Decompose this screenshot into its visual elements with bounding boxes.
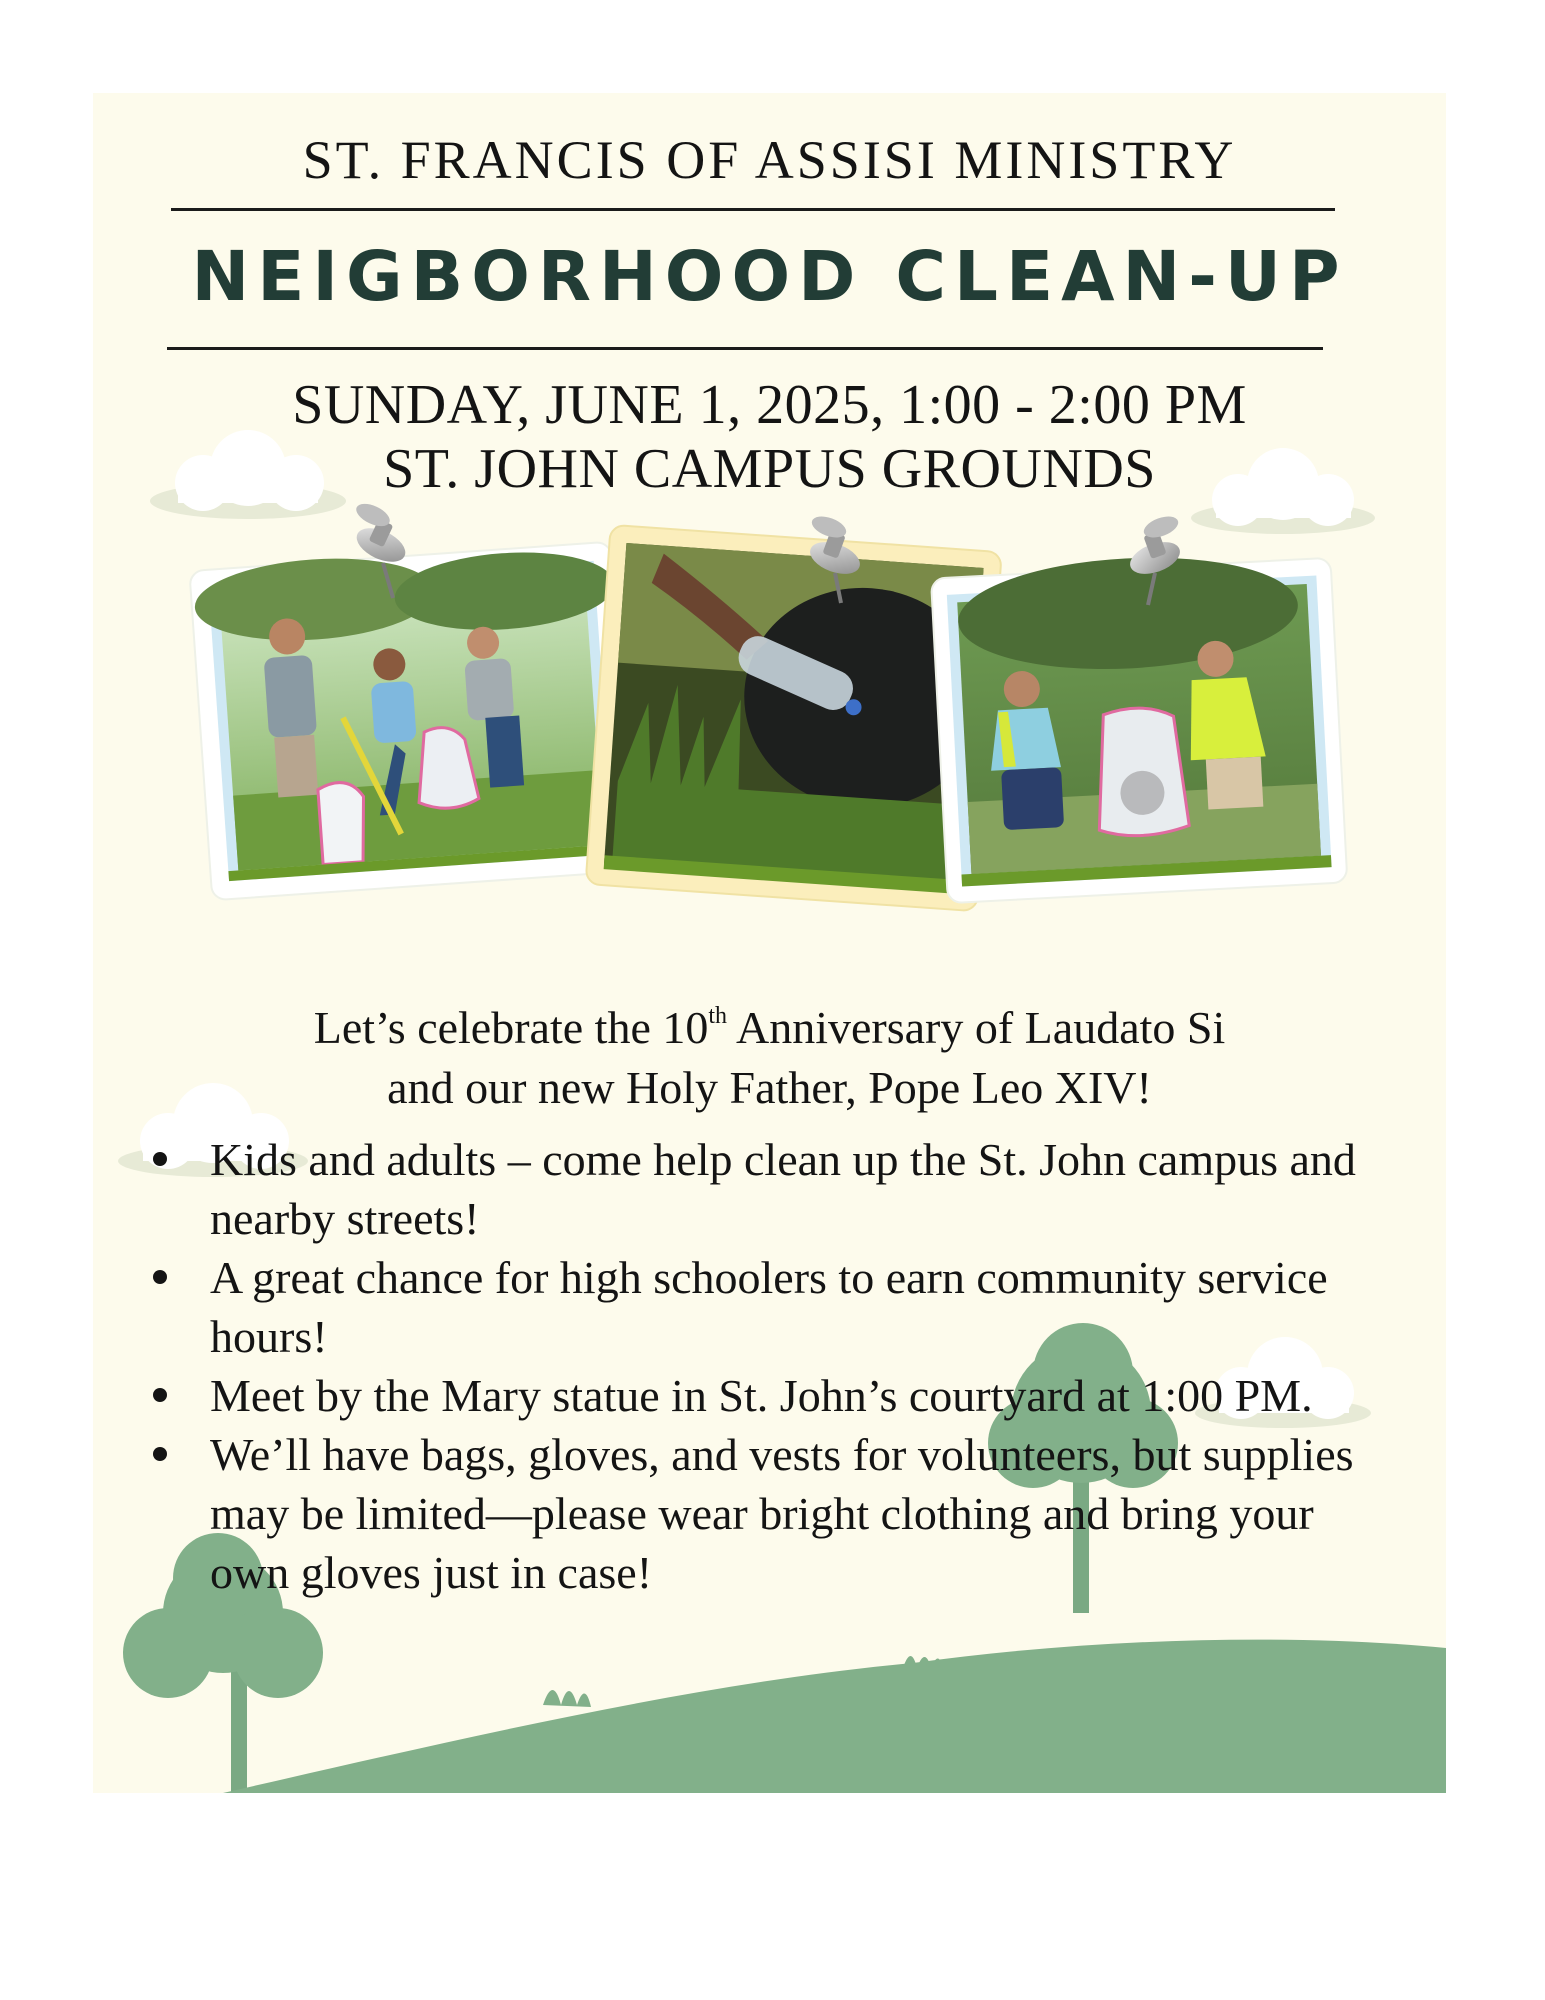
page-title: NEIGBORHOOD CLEAN-UP: [191, 237, 1348, 317]
flyer: [93, 93, 1446, 1793]
celebration-line-2: and our new Holy Father, Pope Leo XIV!: [387, 1062, 1152, 1113]
ministry-name: ST. FRANCIS OF ASSISI MINISTRY: [302, 130, 1237, 190]
list-item: Meet by the Mary statue in St. John’s courtyard at 1:00 PM.: [153, 1366, 1403, 1425]
bullet-icon: [153, 1447, 167, 1461]
event-location: ST. JOHN CAMPUS GROUNDS: [383, 438, 1156, 500]
list-item: A great chance for high schoolers to earn community service hours!: [153, 1248, 1403, 1366]
bullet-icon: [153, 1152, 167, 1166]
celebration-text: [93, 998, 1446, 1118]
hill: [223, 1640, 1446, 1793]
event-datetime: SUNDAY, JUNE 1, 2025, 1:00 - 2:00 PM: [292, 374, 1247, 436]
celebration-line-1: Let’s celebrate the 10th Anniversary of Laudato Si: [313, 1002, 1226, 1053]
info-list: [153, 1130, 1403, 1602]
bullet-icon: [153, 1388, 167, 1402]
list-item: We’ll have bags, gloves, and vests for volunteers, but supplies may be limited—please wear bright clothing and bring your own gloves just in case!: [153, 1425, 1403, 1602]
list-item: Kids and adults – come help clean up the St. John campus and nearby streets!: [153, 1130, 1403, 1248]
bullet-icon: [153, 1270, 167, 1284]
